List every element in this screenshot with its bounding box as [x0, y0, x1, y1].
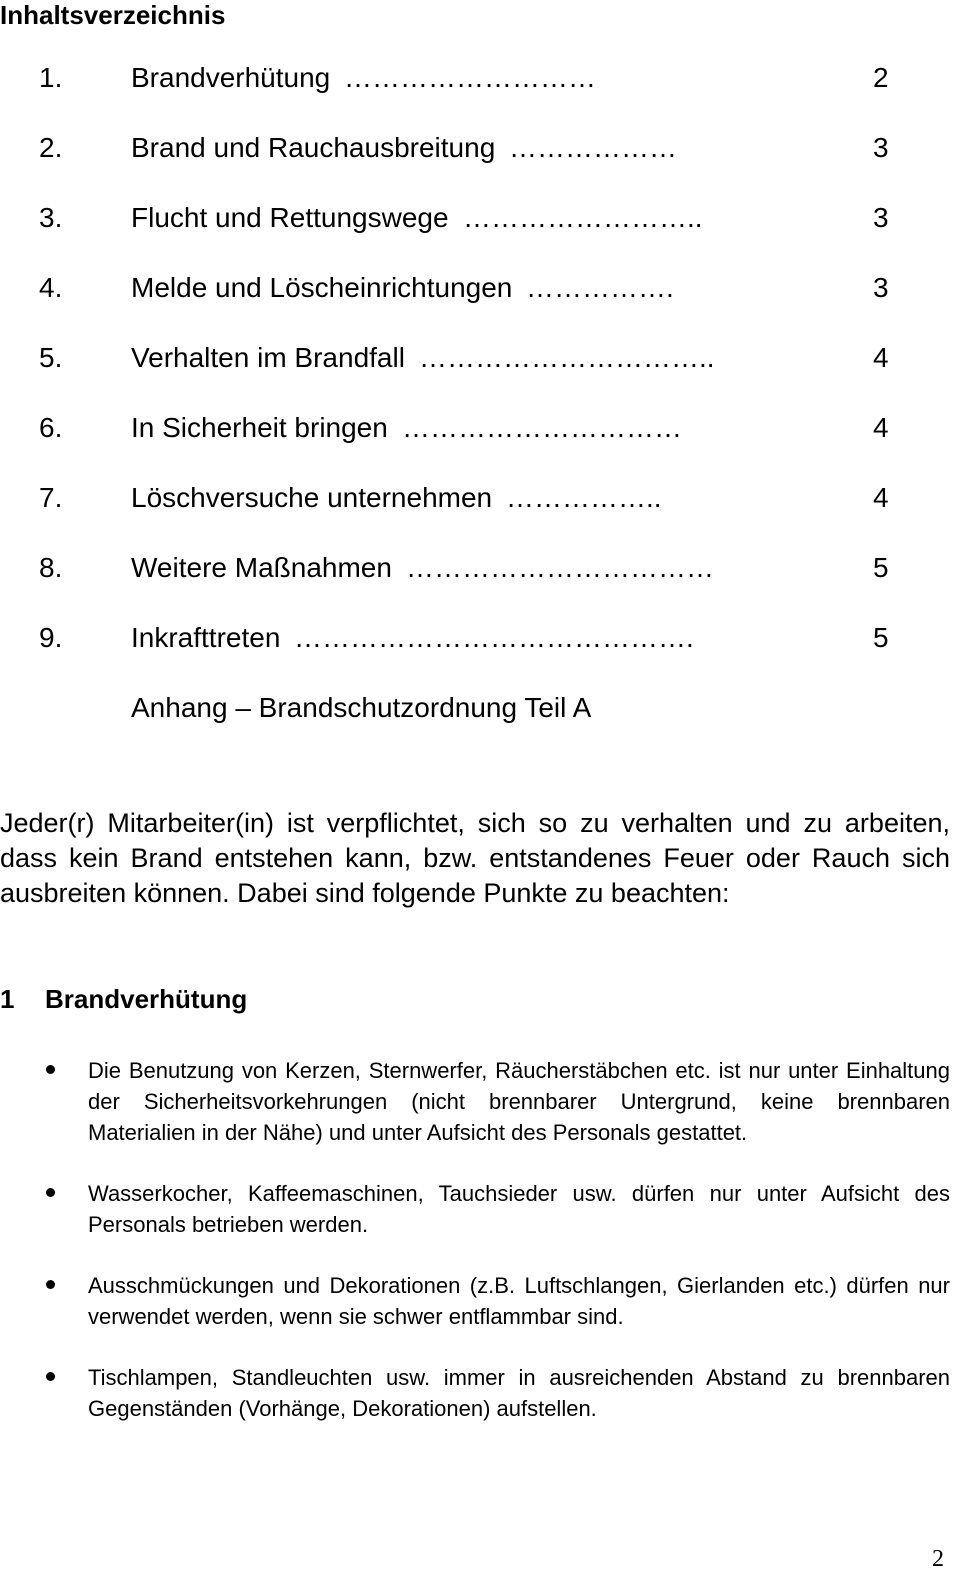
toc-entry-number: 8.	[39, 552, 63, 583]
list-item-text: Ausschmückungen und Dekorationen (z.B. Luftschlangen, Gierlanden etc.) dürfen nur verwendet werden, wenn sie schwer entflammbar sind.	[88, 1273, 950, 1329]
toc-entry	[0, 200, 960, 270]
list-item	[0, 1362, 950, 1424]
bullet-icon	[46, 1065, 55, 1074]
list-item	[0, 1055, 950, 1148]
page-title: Inhaltsverzeichnis	[0, 0, 226, 30]
bullet-icon	[46, 1280, 55, 1289]
toc-entry-leader: …………………………..	[419, 342, 715, 373]
toc-entry-number: 1.	[39, 62, 63, 93]
toc-entry	[0, 130, 960, 200]
list-item	[0, 1178, 950, 1240]
list-item-text: Tischlampen, Standleuchten usw. immer in ausreichenden Abstand zu brennbaren Gegenständen (Vorhänge, Dekorationen) aufstellen.	[88, 1365, 950, 1421]
toc-entry-title: Verhalten im Brandfall	[131, 342, 405, 373]
toc-entry-page: 5	[873, 552, 889, 583]
list-item-text: Wasserkocher, Kaffeemaschinen, Tauchsieder usw. dürfen nur unter Aufsicht des Personals betrieben werden.	[88, 1181, 950, 1237]
toc-entry-title: Brand und Rauchausbreitung	[131, 132, 496, 163]
toc-entry-leader: ……………………..	[463, 202, 703, 233]
section-heading	[0, 983, 247, 1015]
bullet-icon	[46, 1372, 55, 1381]
table-of-contents	[0, 60, 960, 690]
toc-entry	[0, 340, 960, 410]
appendix-line: Anhang – Brandschutzordnung Teil A	[131, 692, 592, 723]
toc-entry-number: 9.	[39, 622, 63, 653]
toc-entry-page: 4	[873, 412, 889, 443]
section-number: 1	[0, 984, 15, 1014]
toc-entry-page: 3	[873, 272, 889, 303]
toc-entry	[0, 620, 960, 690]
toc-entry-leader: …………………………………….	[294, 622, 694, 653]
toc-entry-title: Weitere Maßnahmen	[131, 552, 392, 583]
bullet-list	[0, 1055, 950, 1454]
toc-entry-leader: ……………..	[506, 482, 662, 513]
toc-entry-page: 4	[873, 482, 889, 513]
toc-entry	[0, 480, 960, 550]
toc-entry-page: 3	[873, 132, 889, 163]
toc-entry	[0, 550, 960, 620]
toc-entry-number: 3.	[39, 202, 63, 233]
list-item	[0, 1270, 950, 1332]
toc-entry-leader: ………………	[509, 132, 677, 163]
toc-entry-leader: …………………………	[402, 412, 682, 443]
toc-entry-title: Melde und Löscheinrichtungen	[131, 272, 513, 303]
toc-entry-title: Flucht und Rettungswege	[131, 202, 449, 233]
toc-entry-number: 2.	[39, 132, 63, 163]
toc-entry-page: 2	[873, 62, 889, 93]
toc-entry-title: In Sicherheit bringen	[131, 412, 388, 443]
toc-entry-page: 3	[873, 202, 889, 233]
toc-entry-number: 4.	[39, 272, 63, 303]
list-item-text: Die Benutzung von Kerzen, Sternwerfer, Räucherstäbchen etc. ist nur unter Einhaltung der Sicherheitsvorkehrungen (nicht brennbarer Untergrund, keine brennbaren Materialien in der Nähe) und unter Aufsicht des Personals gestattet.	[88, 1058, 950, 1145]
toc-entry-title: Brandverhütung	[131, 62, 331, 93]
bullet-icon	[46, 1188, 55, 1197]
intro-paragraph: Jeder(r) Mitarbeiter(in) ist verpflichtet, sich so zu verhalten und zu arbeiten, dass kein Brand entstehen kann, bzw. entstandenes Feuer oder Rauch sich ausbreiten können. Dabei sind folgende Punkte zu beachten:	[0, 808, 950, 908]
toc-entry	[0, 270, 960, 340]
toc-entry-number: 6.	[39, 412, 63, 443]
page-number: 2	[932, 1546, 944, 1572]
toc-entry-number: 5.	[39, 342, 63, 373]
toc-entry-leader: ……………………………	[406, 552, 714, 583]
toc-entry-title: Inkrafttreten	[131, 622, 281, 653]
toc-entry-leader: ………………………	[344, 62, 596, 93]
toc-entry-title: Löschversuche unternehmen	[131, 482, 493, 513]
toc-entry-leader: …………….	[526, 272, 674, 303]
section-title: Brandverhütung	[45, 984, 248, 1014]
toc-entry-page: 4	[873, 342, 889, 373]
toc-entry	[0, 410, 960, 480]
toc-entry-page: 5	[873, 622, 889, 653]
toc-entry	[0, 60, 960, 130]
toc-entry-number: 7.	[39, 482, 63, 513]
